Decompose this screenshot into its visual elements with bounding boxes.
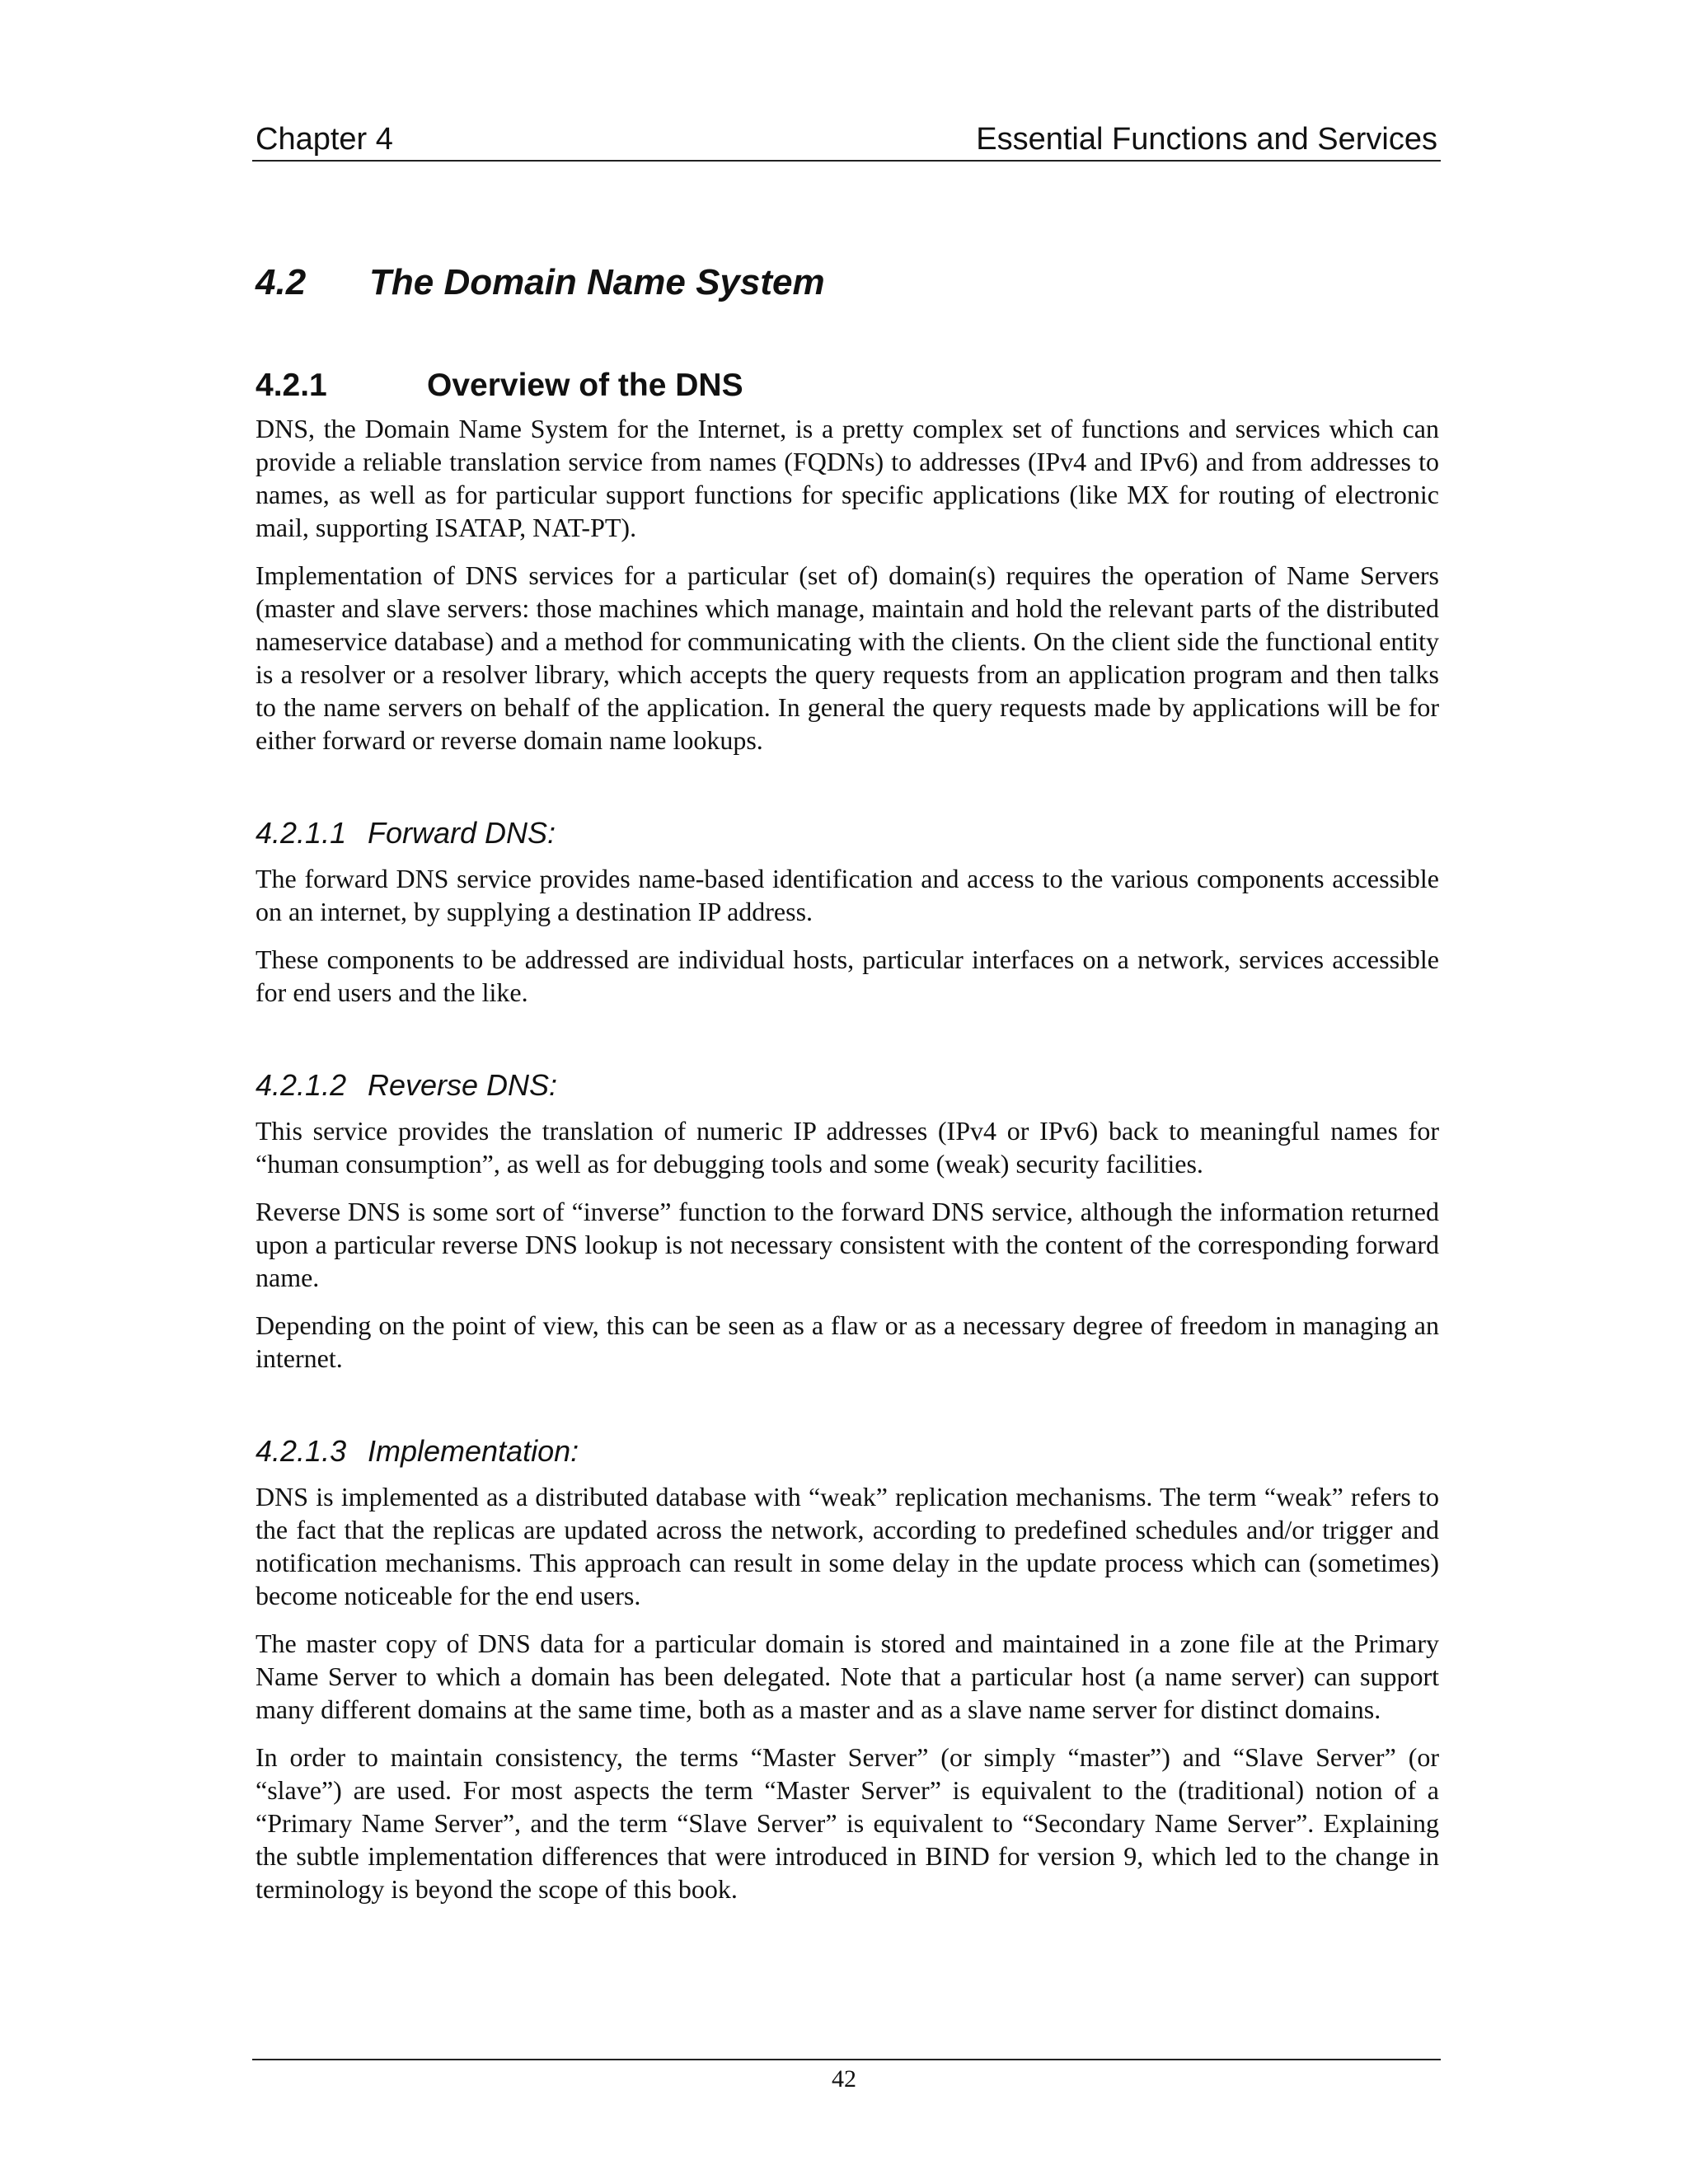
subsection-number: 4.2.1: [256, 368, 327, 403]
subsubsection-number: 4.2.1.3: [256, 1434, 347, 1468]
subsubsection-number: 4.2.1.2: [256, 1068, 347, 1102]
subsubsection-title: Implementation:: [368, 1434, 579, 1468]
paragraph: In order to maintain consistency, the terms “Master Server” (or simply “master”) and “Slave Server” (or “slave”) are used. For most aspects the term “Master Server” is equivalent to the (traditional) notion of a “Primary Name Server”, and the term “Slave Server” is equivalent to “Secondary Name Server”. Explaining the subtle implementation differences that were introduced in BIND for version 9, which led to the change in terminology is beyond the scope of this book.: [256, 1742, 1439, 1904]
section-title: The Domain Name System: [369, 262, 825, 302]
page-number: 42: [832, 2065, 856, 2093]
paragraph: DNS, the Domain Name System for the Internet, is a pretty complex set of functions and services which can provide a reliable translation service from names (FQDNs) to addresses (IPv4 and IPv6) and from addresses to names, as well as for particular support functions for specific applications (like MX for routing of electronic mail, supporting ISATAP, NAT-PT).: [256, 414, 1439, 542]
subsubsection-heading: [256, 1434, 1439, 1469]
header-chapter: Chapter 4: [256, 122, 393, 157]
paragraph: Depending on the point of view, this can be seen as a flaw or as a necessary degree of freedom in managing an internet.: [256, 1310, 1439, 1373]
paragraph: This service provides the translation of numeric IP addresses (IPv4 or IPv6) back to meaningful names for “human consumption”, as well as for debugging tools and some (weak) security facilities.: [256, 1116, 1439, 1179]
paragraph: The forward DNS service provides name-based identification and access to the various components accessible on an internet, by supplying a destination IP address.: [256, 864, 1439, 926]
subsubsection-number: 4.2.1.1: [256, 816, 347, 850]
paragraph: DNS is implemented as a distributed database with “weak” replication mechanisms. The term “weak” refers to the fact that the replicas are updated across the network, according to predefined schedules and/or trigger and notification mechanisms. This approach can result in some delay in the update process which can (sometimes) become noticeable for the end users.: [256, 1482, 1439, 1610]
paragraph: Implementation of DNS services for a particular (set of) domain(s) requires the operation of Name Servers (master and slave servers: those machines which manage, maintain and hold the relevant parts of the distributed nameservice database) and a method for communicating with the clients. On the client side the functional entity is a resolver or a resolver library, which accepts the query requests from an application program and then talks to the name servers on behalf of the application. In general the query requests made by applications will be for either forward or reverse domain name lookups.: [256, 560, 1439, 755]
subsubsection-heading: [256, 1068, 1439, 1103]
subsubsection-heading: [256, 816, 1439, 851]
footer-divider: [252, 2059, 1441, 2060]
section-heading: [256, 262, 1439, 308]
subsubsection-title: Reverse DNS:: [368, 1068, 558, 1102]
subsection-title: Overview of the DNS: [427, 368, 743, 403]
subsection-heading: [256, 368, 1439, 404]
paragraph: Reverse DNS is some sort of “inverse” function to the forward DNS service, although the information returned upon a particular reverse DNS lookup is not necessary consistent with the content of the corresponding forward name.: [256, 1197, 1439, 1292]
page-body: [256, 262, 1439, 1920]
subsubsection-title: Forward DNS:: [368, 816, 556, 850]
paragraph: The master copy of DNS data for a particular domain is stored and maintained in a zone file at the Primary Name Server to which a domain has been delegated. Note that a particular host (a name server) can support many different domains at the same time, both as a master and as a slave name server for distinct domains.: [256, 1629, 1439, 1724]
section-number: 4.2: [256, 262, 307, 302]
running-header: [252, 122, 1441, 162]
paragraph: These components to be addressed are individual hosts, particular interfaces on a network, services accessible for end users and the like.: [256, 944, 1439, 1007]
header-title: Essential Functions and Services: [976, 122, 1437, 157]
